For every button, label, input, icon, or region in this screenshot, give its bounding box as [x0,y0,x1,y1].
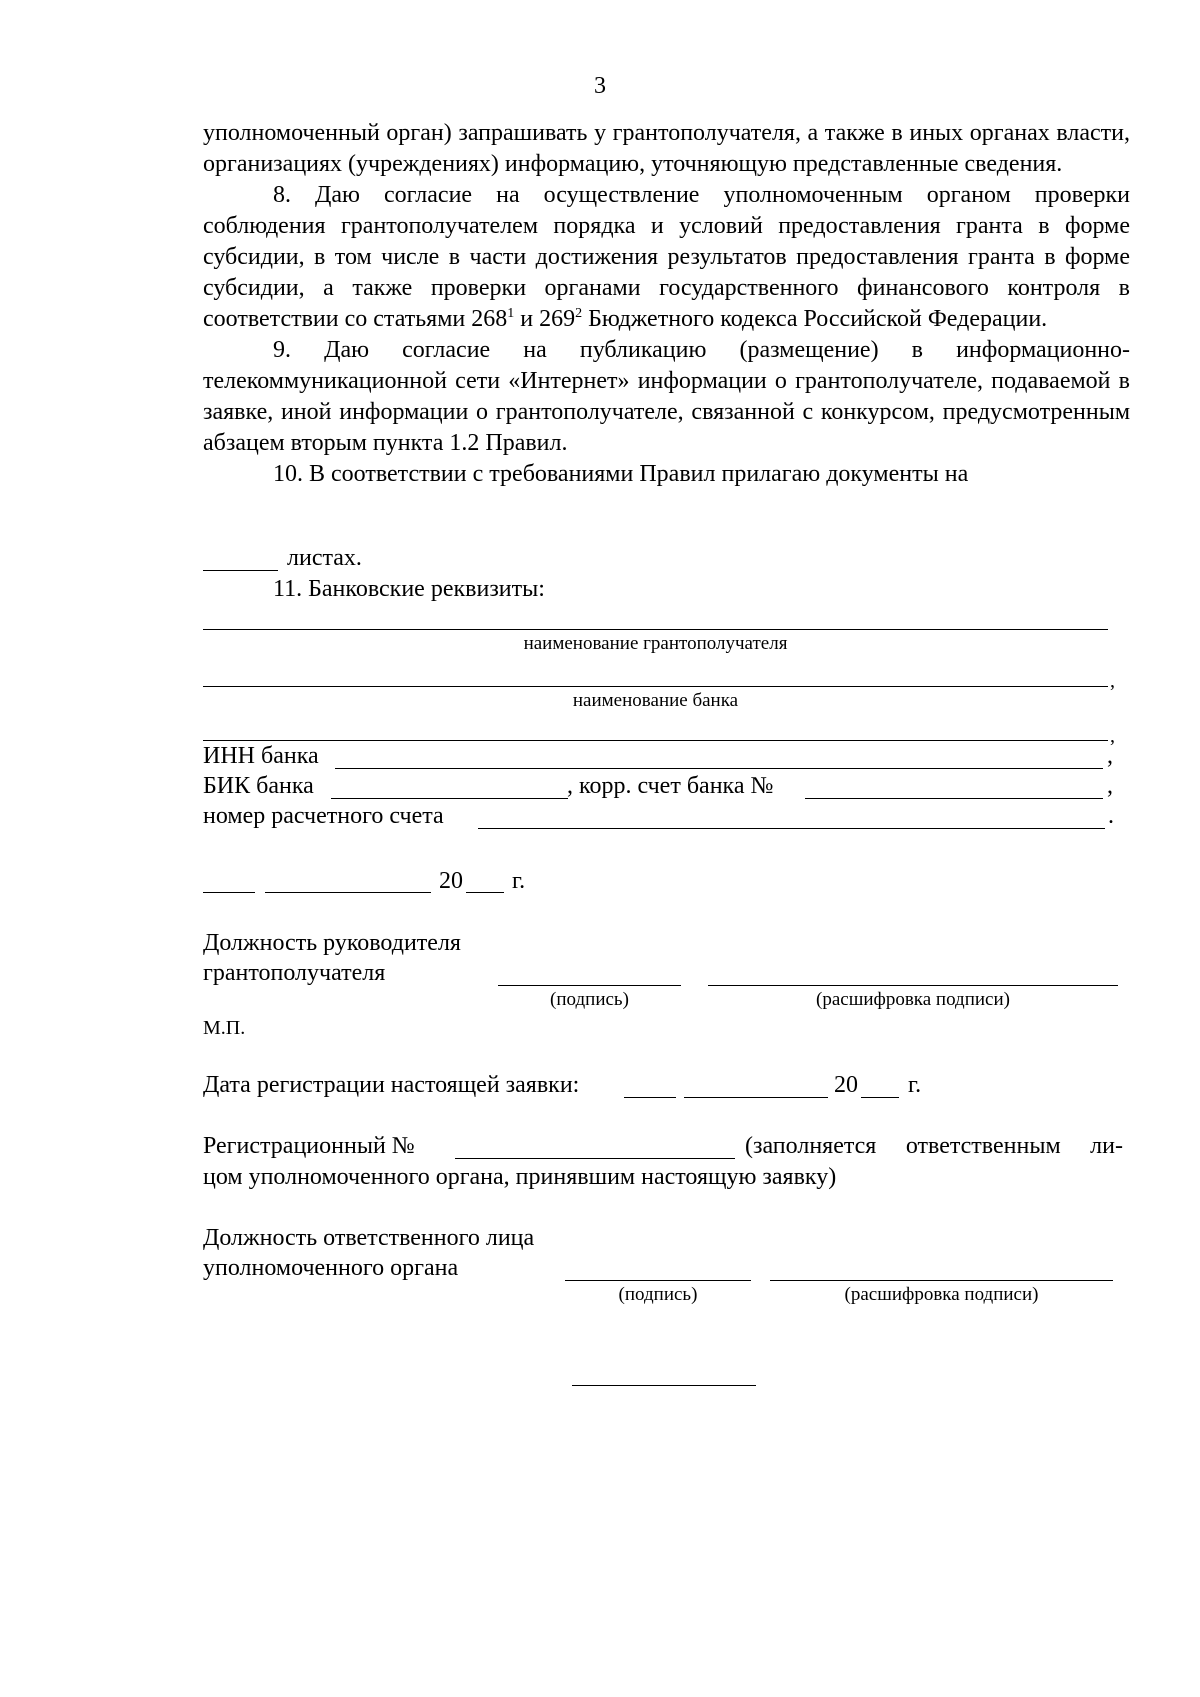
closing-divider [572,1385,756,1386]
decode-caption: (расшифровка подписи) [844,1284,1039,1305]
account-label: номер расчетного счета [203,803,444,829]
reg-month-blank[interactable] [684,1097,828,1098]
head-title-line2: грантополучателя [203,960,386,986]
date-day-blank[interactable] [203,892,255,893]
comma: , [1107,743,1113,769]
paragraph-10-tail: листах. [287,545,362,571]
bank-name-blank[interactable] [203,686,1108,687]
bik-label: БИК банка [203,773,314,799]
corr-account-label: , корр. счет банка № [567,773,774,799]
registration-number-blank[interactable] [455,1158,735,1159]
page-number: 3 [594,73,606,99]
superscript-1: 1 [507,306,515,321]
bik-blank[interactable] [331,798,568,799]
registration-date-label: Дата регистрации настоящей заявки: [203,1072,580,1098]
body-text [203,118,1130,490]
paragraph-10: 10. В соответствии с требованиями Правил прилагаю документы на [273,461,969,487]
paragraph-9: 9. Даю согласие на публикацию (размещение) в информационно-телекоммуникационной сети «Интернет» информации о грантополучателе, подаваемой в заявке, иной информации о грантополучателе, связанной с конкурсом, предусмотренным абзацем вторым пункта 1.2 Правил. [203,337,1130,456]
decode-caption: (расшифровка подписи) [816,989,1010,1010]
paragraph-continuation: уполномоченный орган) запрашивать у грантополучателя, а также в иных органах власти, организациях (учреждениях) информацию, уточняющую представленные сведения. [203,120,1130,177]
stamp-label: М.П. [203,1017,246,1039]
comma: , [1110,670,1115,692]
year-prefix: 20 [439,868,463,894]
reg-year-suffix: г. [908,1072,922,1098]
registration-note-line2: цом уполномоченного органа, принявшим настоящую заявку) [203,1164,837,1190]
grantee-name-caption: наименование грантополучателя [523,633,788,654]
account-blank[interactable] [478,828,1105,829]
date-year-blank[interactable] [466,892,504,893]
period: . [1108,803,1114,829]
reg-year-blank[interactable] [861,1097,899,1098]
reg-day-blank[interactable] [624,1097,676,1098]
pages-count-blank[interactable] [203,570,278,571]
grantee-name-blank[interactable] [203,629,1108,630]
official-decode-blank[interactable] [770,1280,1113,1281]
paragraph-8-text: 8. Даю согласие на осуществление уполномоченным органом проверки соблюдения грантополучателем порядка и условий предоставления гранта в форме субсидии, в том числе в части достижения результатов предоставления гранта в форме субсидии, а также проверки органами государственного финансового контроля в соответствии со статьями 268 [203,182,1130,332]
registration-note-line1: (заполняется ответственным ли- [745,1133,1123,1159]
paragraph-8 [203,180,1130,335]
registration-number-label: Регистрационный № [203,1133,415,1159]
reg-year-prefix: 20 [834,1072,858,1098]
head-signature-blank[interactable] [498,985,681,986]
head-title-line1: Должность руководителя [203,930,461,956]
inn-label: ИНН банка [203,743,319,769]
signature-caption: (подпись) [618,1284,698,1305]
superscript-2: 2 [575,306,583,321]
inn-blank[interactable] [335,768,1103,769]
date-month-blank[interactable] [265,892,431,893]
paragraph-11: 11. Банковские реквизиты: [273,576,545,602]
official-title-line1: Должность ответственного лица [203,1225,535,1251]
comma: , [1107,773,1113,799]
paragraph-8-mid: и 269 [514,306,576,332]
bank-name-caption: наименование банка [572,690,739,711]
official-title-line2: уполномоченного органа [203,1255,459,1281]
official-signature-blank[interactable] [565,1280,751,1281]
comma: , [1110,725,1115,747]
corr-account-blank[interactable] [805,798,1103,799]
extra-blank[interactable] [203,740,1108,741]
head-decode-blank[interactable] [708,985,1118,986]
signature-caption: (подпись) [550,989,629,1010]
paragraph-8-end: Бюджетного кодекса Российской Федерации. [582,306,1048,332]
year-suffix: г. [512,868,526,894]
